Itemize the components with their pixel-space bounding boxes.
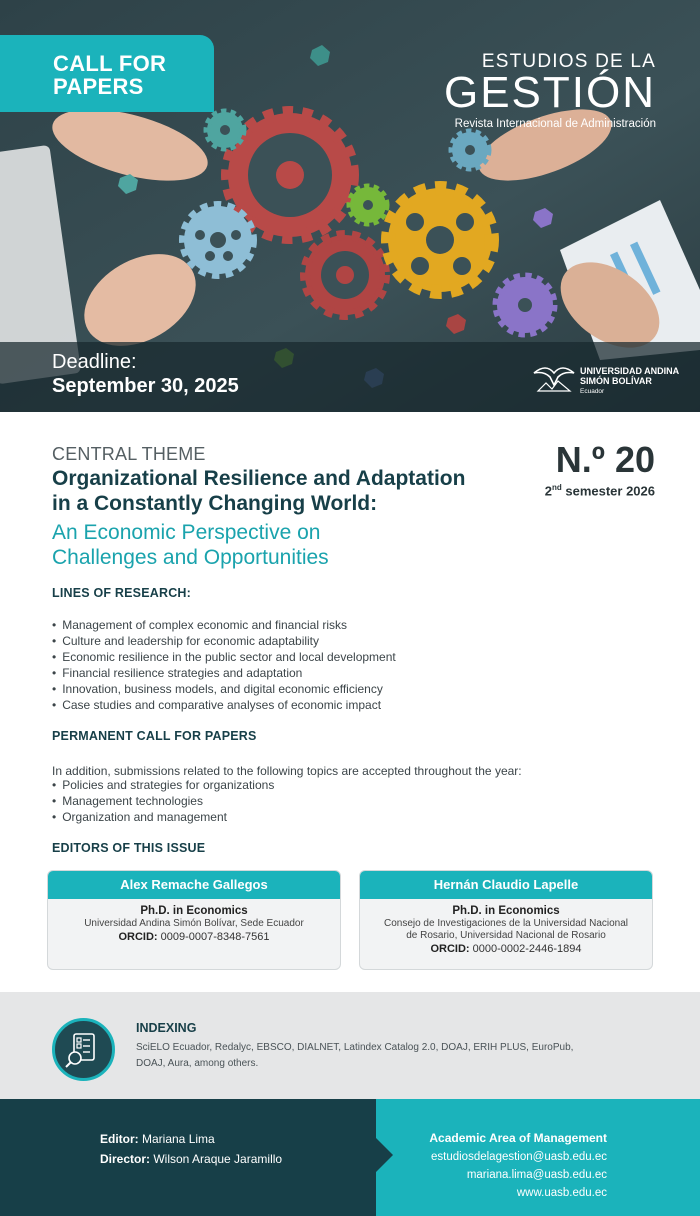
list-item: • Economic resilience in the public sector and local development [52,649,396,665]
cfp-line1: CALL FOR [53,51,167,76]
university-logo [532,357,692,399]
university-line1: UNIVERSIDAD ANDINA [580,366,680,376]
editor-affiliation: Consejo de Investigaciones de la Universidad Nacional [383,918,629,929]
central-theme-label: CENTRAL THEME [52,444,206,464]
cfp-line2: PAPERS [53,74,144,99]
document-search-icon [52,1018,115,1081]
list-item: • Culture and leadership for economic adaptability [52,633,396,649]
permanent-call-heading: PERMANENT CALL FOR PAPERS [52,729,257,743]
journal-top: ESTUDIOS DE LA [481,51,656,72]
condor-icon [532,361,576,395]
editor-degree: Ph.D. in Economics [452,905,560,917]
footer-director: Director: Wilson Araque Jaramillo [100,1152,283,1166]
editors-heading: EDITORS OF THIS ISSUE [52,841,206,855]
footer-email-editor[interactable]: mariana.lima@uasb.edu.ec [466,1169,607,1181]
footer-email-journal[interactable]: estudiosdelagestion@uasb.edu.ec [431,1151,607,1163]
list-item: • Case studies and comparative analyses of economic impact [52,697,396,713]
editor-affiliation-2: de Rosario, Universidad Nacional de Rosario [406,930,606,941]
list-item: • Management technologies [52,793,274,809]
theme-subtitle-line2: Challenges and Opportunities [52,546,329,569]
editor-card [359,870,653,970]
footer-area: Academic Area of Management [429,1131,607,1145]
issue-semester: 2nd semester 2026 [544,483,655,499]
theme-title-line2: in a Constantly Changing World: [52,492,378,515]
theme-title-line1: Organizational Resilience and Adaptation [52,467,466,490]
university-line3: Ecuador [580,388,605,395]
green-gear [350,187,386,223]
issue-number: N.º 20 [555,439,655,480]
call-for-papers-banner [0,35,214,112]
permanent-call-list [52,777,274,825]
yellow-gear [388,188,492,292]
theme-title [52,466,532,516]
editor-name: Hernán Claudio Lapelle [360,871,652,899]
editor-affiliation: Universidad Andina Simón Bolívar, Sede Ecuador [84,918,304,929]
theme-subtitle [52,520,532,570]
permanent-call-intro: In addition, submissions related to the following topics are accepted throughout the year: [52,764,522,778]
journal-sub: Revista Internacional de Administración [454,118,656,130]
list-item: • Organization and management [52,809,274,825]
indexing-heading: INDEXING [136,1021,197,1035]
list-item: • Innovation, business models, and digital economic efficiency [52,681,396,697]
deadline-date: September 30, 2025 [52,375,239,397]
indexing-text: SciELO Ecuador, Redalyc, EBSCO, DIALNET, Latindex Catalog 2.0, DOAJ, ERIH PLUS, EuroPub, DOAJ, Aura, among others. [136,1042,574,1069]
list-item: • Financial resilience strategies and adaptation [52,665,396,681]
theme-subtitle-line1: An Economic Perspective on [52,521,321,544]
list-item: • Policies and strategies for organizations [52,777,274,793]
editor-orcid: ORCID: 0000-0002-2446-1894 [430,943,582,955]
lines-of-research-list [52,617,396,713]
list-item: • Management of complex economic and financial risks [52,617,396,633]
footer-editor: Editor: Mariana Lima [100,1132,215,1146]
university-line2: SIMÓN BOLÍVAR [580,376,652,386]
lines-of-research-heading: LINES OF RESEARCH: [52,586,192,600]
blue-gear [184,206,252,274]
purple-gear [497,277,553,333]
journal-main: GESTIÓN [443,68,656,117]
editor-name: Alex Remache Gallegos [48,871,340,899]
footer-website-link[interactable]: www.uasb.edu.ec [516,1187,607,1199]
footer-arrow [376,1138,393,1172]
editor-degree: Ph.D. in Economics [140,905,248,917]
hero-banner [0,0,700,412]
red-gear-small [305,235,385,315]
journal-logo [444,52,656,131]
deadline-label: Deadline: [52,351,137,373]
editor-orcid: ORCID: 0009-0007-8348-7561 [118,931,270,943]
red-gear [228,113,352,237]
editor-card [47,870,341,970]
